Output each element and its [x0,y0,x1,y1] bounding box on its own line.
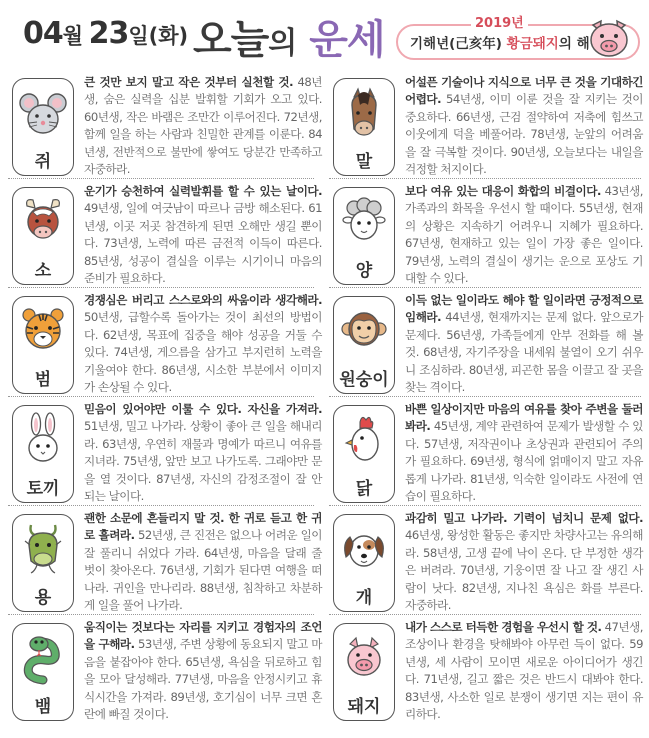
fortune-headline: 괜한 소문에 흔들리지 말 것. 한 귀로 듣고 한 귀로 흘려라. [84,511,322,543]
zodiac-name: 뱀 [34,697,52,717]
fortune-headline: 과감히 밀고 나가라. 기력이 넘치니 문제 없다. [405,511,643,525]
pig-icon [340,630,388,690]
fortune-rooster [329,401,647,507]
rabbit-card [12,405,74,503]
zodiac-name: 양 [355,261,373,281]
rooster-card [333,405,395,503]
snake-card [12,623,74,721]
badge-year: 2019년 [471,12,528,31]
zodiac-name: 용 [34,588,52,608]
row-divider [329,396,641,397]
fortune-rabbit [8,401,326,507]
fortune-sheep [329,183,647,289]
tiger-icon [19,303,67,363]
fortune-body: 53년생, 주변 상황에 동요되지 말고 마음을 붙잡아야 한다. 65년생, 욕심을 뒤로하고 힘을 모아 달성해라. 77년생, 마음을 안정시키고 휴식시간을 가져라. 89년생, 호기심이 너무 크면 혼란에 빠질 것이다. [84,637,322,722]
fortune-text [84,510,322,614]
zodiac-name: 소 [34,261,52,281]
title-part-today: 오늘 [193,17,269,63]
row-divider [329,505,641,506]
dragon-card [12,514,74,612]
badge-text: 기해년(己亥年) [410,36,502,52]
pig-card [333,623,395,721]
zodiac-name: 토끼 [26,479,60,499]
fortune-body: 51년생, 밀고 나가라. 상황이 좋아 큰 일을 해내리라. 63년생, 우연히 재물과 명예가 따르니 여유를 지녀라. 75년생, 앞만 보고 나가도록. 그래야만 문을 열 것이다. 87년생, 자신의 감정조절이 잘 안 되는 날이다. [84,419,322,504]
fortune-text [84,401,322,505]
fortune-body: 43년생, 가족과의 화목을 우선시 할 때이다. 55년생, 현재의 상황은 지속하기 어려우니 지혜가 필요하다. 67년생, 현재하고 있는 일이 가장 좋은 일이다. 79년생, 노력의 결실이 생기는 운으로 포상도 기대할 수 있다. [405,184,643,286]
badge-end: 의 해 [558,36,590,52]
zodiac-name: 원숭이 [339,370,389,390]
fortune-body: 50년생, 급할수록 돌아가는 것이 최선의 방법이다. 62년생, 목표에 집중을 해야 성공을 거둘 수 있다. 74년생, 게으름을 삼가고 부지런히 노력을 기울여야 한다. 86년생, 시소한 부분에서 이미지가 손상될 수 있다. [84,310,322,395]
fortune-text [84,292,322,396]
fortune-text [405,510,643,614]
fortune-headline: 운기가 승천하여 실력발휘를 할 수 있는 날이다. [84,184,322,198]
row-divider [8,614,314,615]
fortune-headline: 큰 것만 보지 말고 작은 것부터 실천할 것. [84,75,294,89]
month-number: 04 [23,16,63,51]
fortune-text [405,74,643,178]
fortune-body: 47년생, 조상이나 환경을 탓해봐야 아무런 득이 없다. 59년생, 세 사람이 모이면 새로운 아이디어가 생긴다. 71년생, 길고 짧은 것은 반드시 대봐야 한다. 83년생, 사소한 일로 분쟁이 생기면 지는 편이 유리하다. [405,620,643,722]
fortune-text [405,401,643,505]
zodiac-name: 개 [355,588,373,608]
row-divider [8,178,314,179]
fortune-ox [8,183,326,289]
fortune-monkey [329,292,647,398]
fortune-headline: 경쟁심은 버리고 스스로와의 싸움이라 생각해라. [84,293,322,307]
fortune-dragon [8,510,326,616]
fortune-text [405,183,643,287]
row-divider [329,614,641,615]
dragon-icon [19,521,67,581]
fortune-headline: 바쁜 일상이지만 마음의 여유를 찾아 주변을 둘러 봐라. [405,402,643,434]
fortune-body: 48년생, 숨은 실력을 십분 발휘할 기회가 오고 있다. 60년생, 작은 바램은 조만간 이루어진다. 72년생, 함께 일을 하는 사람과 친밀한 관계를 이룬다. 84년생, 전반적으로 불만에 쌓여도 당분간 만족하고 자중하라. [84,75,322,177]
rat-card [12,78,74,176]
fortune-body: 45년생, 계약 관련하여 문제가 발생할 수 있다. 57년생, 저작권이나 초상권과 관련되어 주의가 필요하다. 69년생, 형식에 얽매이지 말고 자유롭게 나가라. 81년생, 익숙한 일이라도 사전에 연습이 필요하다. [405,419,643,504]
fortune-body: 44년생, 현재까지는 문제 없다. 앞으로가 문제다. 56년생, 가족들에게 안부 전화를 해 볼 것. 68년생, 자기주장을 내세워 불열이 오기 쉬우니 조심하라. 80년생, 피곤한 몸을 이끌고 잘 곳을 찾는 격이다. [405,310,643,395]
dog-card [333,514,395,612]
fortune-headline: 이득 없는 일이라도 해야 할 일이라면 긍정적으로 임해라. [405,293,643,325]
fortune-body: 46년생, 왕성한 활동은 좋지만 차량사고는 유의해라. 58년생, 고생 끝에 낙이 온다. 단 부정한 생각은 버려라. 70년생, 기웅이면 잘 나고 잘 생긴 사람이 낫다. 82년생, 지나친 욕심은 화를 부른다. 자중하라. [405,528,643,613]
rat-icon [19,85,67,145]
title-part-of: 의 [268,26,297,61]
title-part-fortune: 운세 [309,17,385,63]
tiger-card [12,296,74,394]
fortune-body: 54년생, 이미 이룬 것을 잘 지키는 것이 중요하다. 66년생, 근검 절약하여 저축에 힘쓰고 이웃에게 덕을 베풀어라. 78년생, 눈앞의 어려움을 잘 극복할 것이다. 90년생, 오늘보다는 내일을 걱정할 처지이다. [405,92,643,177]
row-divider [8,396,314,397]
month-unit: 월 [62,24,84,48]
row-divider [8,505,314,506]
day-unit: 일(화) [128,24,189,48]
fortune-tiger [8,292,326,398]
snake-icon [19,630,67,690]
fortune-dog [329,510,647,616]
fortune-text [405,619,643,723]
horse-icon [340,85,388,145]
zodiac-name: 쥐 [34,152,52,172]
zodiac-name: 닭 [355,479,373,499]
fortune-headline: 움직이는 것보다는 자리를 지키고 경험자의 조언을 구해라. [84,620,322,652]
fortune-text [84,74,322,178]
row-divider [329,287,641,288]
ox-card [12,187,74,285]
fortune-pig [329,619,647,725]
fortune-headline: 보다 여유 있는 대응이 화합의 비결이다. [405,184,601,198]
page-title [193,8,384,65]
zodiac-name: 말 [355,152,373,172]
badge-highlight: 황금돼지 [506,36,559,52]
fortune-horse [329,74,647,180]
fortune-rat [8,74,326,180]
fortune-text [84,619,322,723]
fortune-headline: 믿음이 있어야만 이룰 수 있다. 자신을 가져라. [84,402,322,416]
pig-head-icon [585,17,633,59]
rabbit-icon [19,412,67,472]
monkey-card [333,296,395,394]
row-divider [8,287,314,288]
zodiac-name: 돼지 [347,697,381,717]
fortune-text [405,292,643,396]
fortune-snake [8,619,326,725]
fortune-text [84,183,322,287]
dog-icon [340,521,388,581]
fortune-body: 49년생, 일에 여긋남이 따르나 금방 해소된다. 61년생, 이곳 저곳 참견하게 된면 오해만 생길 뿐이다. 73년생, 노력에 따른 금전적 이득이 따른다. 85년생, 성공이 결실을 이루는 시기이니 마음의 준비가 필요하다. [84,201,322,286]
date-label [23,16,188,51]
day-number: 23 [88,16,129,51]
page-header [0,0,649,66]
fortune-headline: 어설픈 기술이나 지식으로 너무 큰 것을 기대하긴 어렵다. [405,75,643,107]
row-divider [329,178,641,179]
horse-card [333,78,395,176]
sheep-card [333,187,395,285]
fortune-body: 52년생, 큰 진전은 없으나 어려운 일이 잘 풀리니 쉬었다 가라. 64년생, 마음을 달래 줄 벗이 찾아온다. 76년생, 기회가 된다면 여행을 떠나라. 귀인을 만나리라. 88년생, 침착하고 차분하게 일을 풀어 나가라. [84,528,322,613]
monkey-icon [340,303,388,363]
zodiac-name: 범 [34,370,52,390]
sheep-icon [340,194,388,254]
ox-icon [19,194,67,254]
rooster-icon [340,412,388,472]
fortune-headline: 내가 스스로 터득한 경험을 우선시 할 것. [405,620,602,634]
